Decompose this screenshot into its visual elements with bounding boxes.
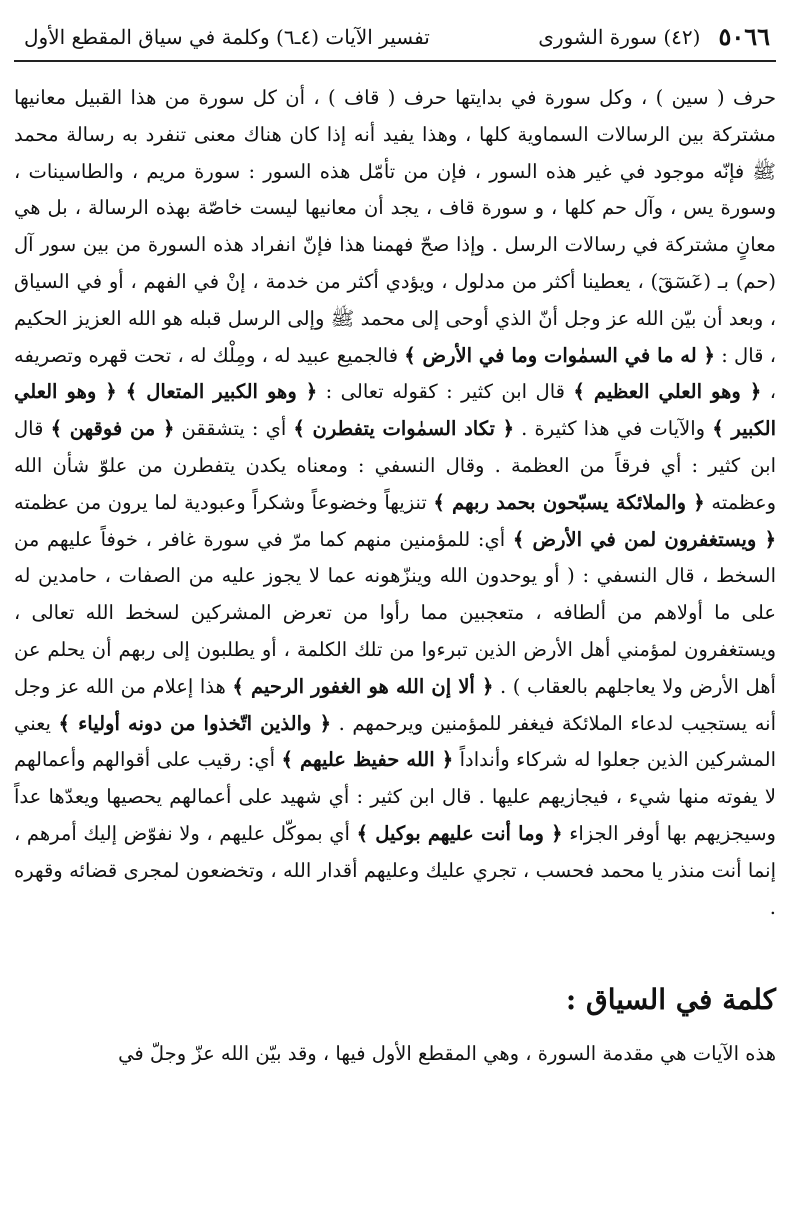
quran-verse: ﴿ وهو العلي العظيم ﴾	[573, 380, 762, 404]
text-run: هذا إعلام من الله عز وجل أنه يستجيب لدعاء الملائكة فيغفر للمؤمنين ويرحمهم .	[14, 674, 776, 735]
text-run: أي بموكّل عليهم ، ولا نفوّض إليك أمرهم ، إنما أنت منذر يا محمد فحسب ، تجري عليك وعليهم أقدار الله ، وتخضعون لمجرى قضائه وقهره .	[14, 821, 776, 919]
text-run: قال ابن كثير : كقوله تعالى :	[317, 380, 574, 404]
quran-verse: ﴿ والملائكة يسبّحون بحمد ربهم ﴾	[433, 490, 705, 514]
section-heading: كلمة في السياق :	[565, 983, 776, 1017]
text-run: والآيات في هذا كثيرة .	[514, 417, 713, 441]
section-text	[14, 1036, 776, 1073]
quran-verse: ﴿ من فوقهن ﴾	[50, 417, 175, 441]
text-run: يعني المشركين الذين جعلوا له شركاء وأنداداً	[14, 711, 777, 772]
quran-verse: ﴿ وما أنت عليهم بوكيل ﴾	[356, 821, 563, 845]
text-run: فالجميع عبيد له ، ومِلْك له ، تحت قهره وتصريفه ،	[14, 343, 776, 404]
section-paragraph: هذه الآيات هي مقدمة السورة ، وهي المقطع الأول فيها ، وقد بيّن الله عزّ وجلّ في	[118, 1042, 776, 1066]
commentary-paragraph	[14, 80, 776, 926]
header-title: تفسير الآيات (٤ـ٦) وكلمة في سياق المقطع الأول	[24, 25, 430, 49]
text-run: حرف ( سين ) ، وكل سورة في بدايتها حرف ( قاف ) ، أن كل سورة من هذا القبيل معانيها مشتركة بين الرسالات السماوية كلها ، وهذا يفيد أنه إذا كان هناك معنى تنفرد به رسالة محمد ﷺ فإنّه موجود في غير هذه السور ، فإن من تأمّل هذه السور : سورة مريم ، والطاسينات ، وسورة يس ، وآل حم كلها ، و سورة قاف ، يجد أن معانيها ليست خاصّة بهذه الرسالة ، بل هي معانٍ مشتركة في رسالات الرسل . وإذا صحّ فهمنا هذا فإنّ انفراد هذه السورة من بين سور آل (حم) بـ (عٓسٓقٓ) ، يعطينا أكثر من مدلول ، ويؤدي أكثر من خدمة ، إنْ في الفهم ، أو في السياق ، وبعد أن بيّن الله عز وجل أنّ الذي أوحى إلى محمد ﷺ وإلى الرسل قبله هو الله العزيز الحكيم ، قال :	[14, 86, 777, 367]
quran-verse: ﴿ ألا إن الله هو الغفور الرحيم ﴾	[232, 674, 494, 698]
quran-verse: ﴿ وهو الكبير المتعال ﴾ ﴿ وهو العلي الكبير ﴾	[14, 380, 776, 441]
text-run: قال ابن كثير : أي فرقاً من العظمة . وقال النسفي : ومعناه يكدن يتفطرن من علوّ شأن الله وعظمته	[14, 417, 777, 514]
quran-verse: ﴿ ويستغفرون لمن في الأرض ﴾	[512, 527, 777, 551]
quran-verse: ﴿ والذين اتّخذوا من دونه أولياء ﴾	[58, 711, 332, 735]
commentary-text	[14, 80, 776, 926]
quran-verse: ﴿ له ما في السمٰوات وما في الأرض ﴾	[404, 343, 715, 367]
running-header	[14, 14, 776, 62]
text-run: أي: للمؤمنين منهم كما مرّ في سورة غافر ، خوفاً عليهم من السخط ، قال النسفي : ( أو يوحدون الله وينزّهونه عما لا يجوز عليه من الصفات ، حامدين له على ما أولاهم من ألطافه ، متعجبين مما رأوا من تعرض المشركين لسخط الله تعالى ، ويستغفرون لمؤمني أهل الأرض الذين تبرءوا من تلك الكلمة ، أو يطلبون إلى ربهم أن يحلم عن أهل الأرض ولا يعاجلهم بالعقاب ) .	[14, 527, 776, 698]
text-run: أي: رقيب على أقوالهم وأعمالهم لا يفوته منها شيء ، فيجازيهم عليها . قال ابن كثير : أي شهيد على أعمالهم يحصيها ويعدّها عداً وسيجزيهم بها أوفر الجزاء	[14, 748, 776, 845]
text-run: تنزيهاً وخضوعاً وشكراً وعبودية لما يرون من عظمته	[14, 490, 434, 514]
quran-verse: ﴿ تكاد السمٰوات يتفطرن ﴾	[293, 417, 515, 441]
page-number: ٥٠٦٦	[718, 22, 770, 51]
surah-name: (٤٢) سورة الشورى	[538, 25, 701, 49]
text-run: أي : يتشققن	[174, 417, 294, 441]
quran-verse: ﴿ الله حفيظ عليهم ﴾	[281, 748, 454, 772]
